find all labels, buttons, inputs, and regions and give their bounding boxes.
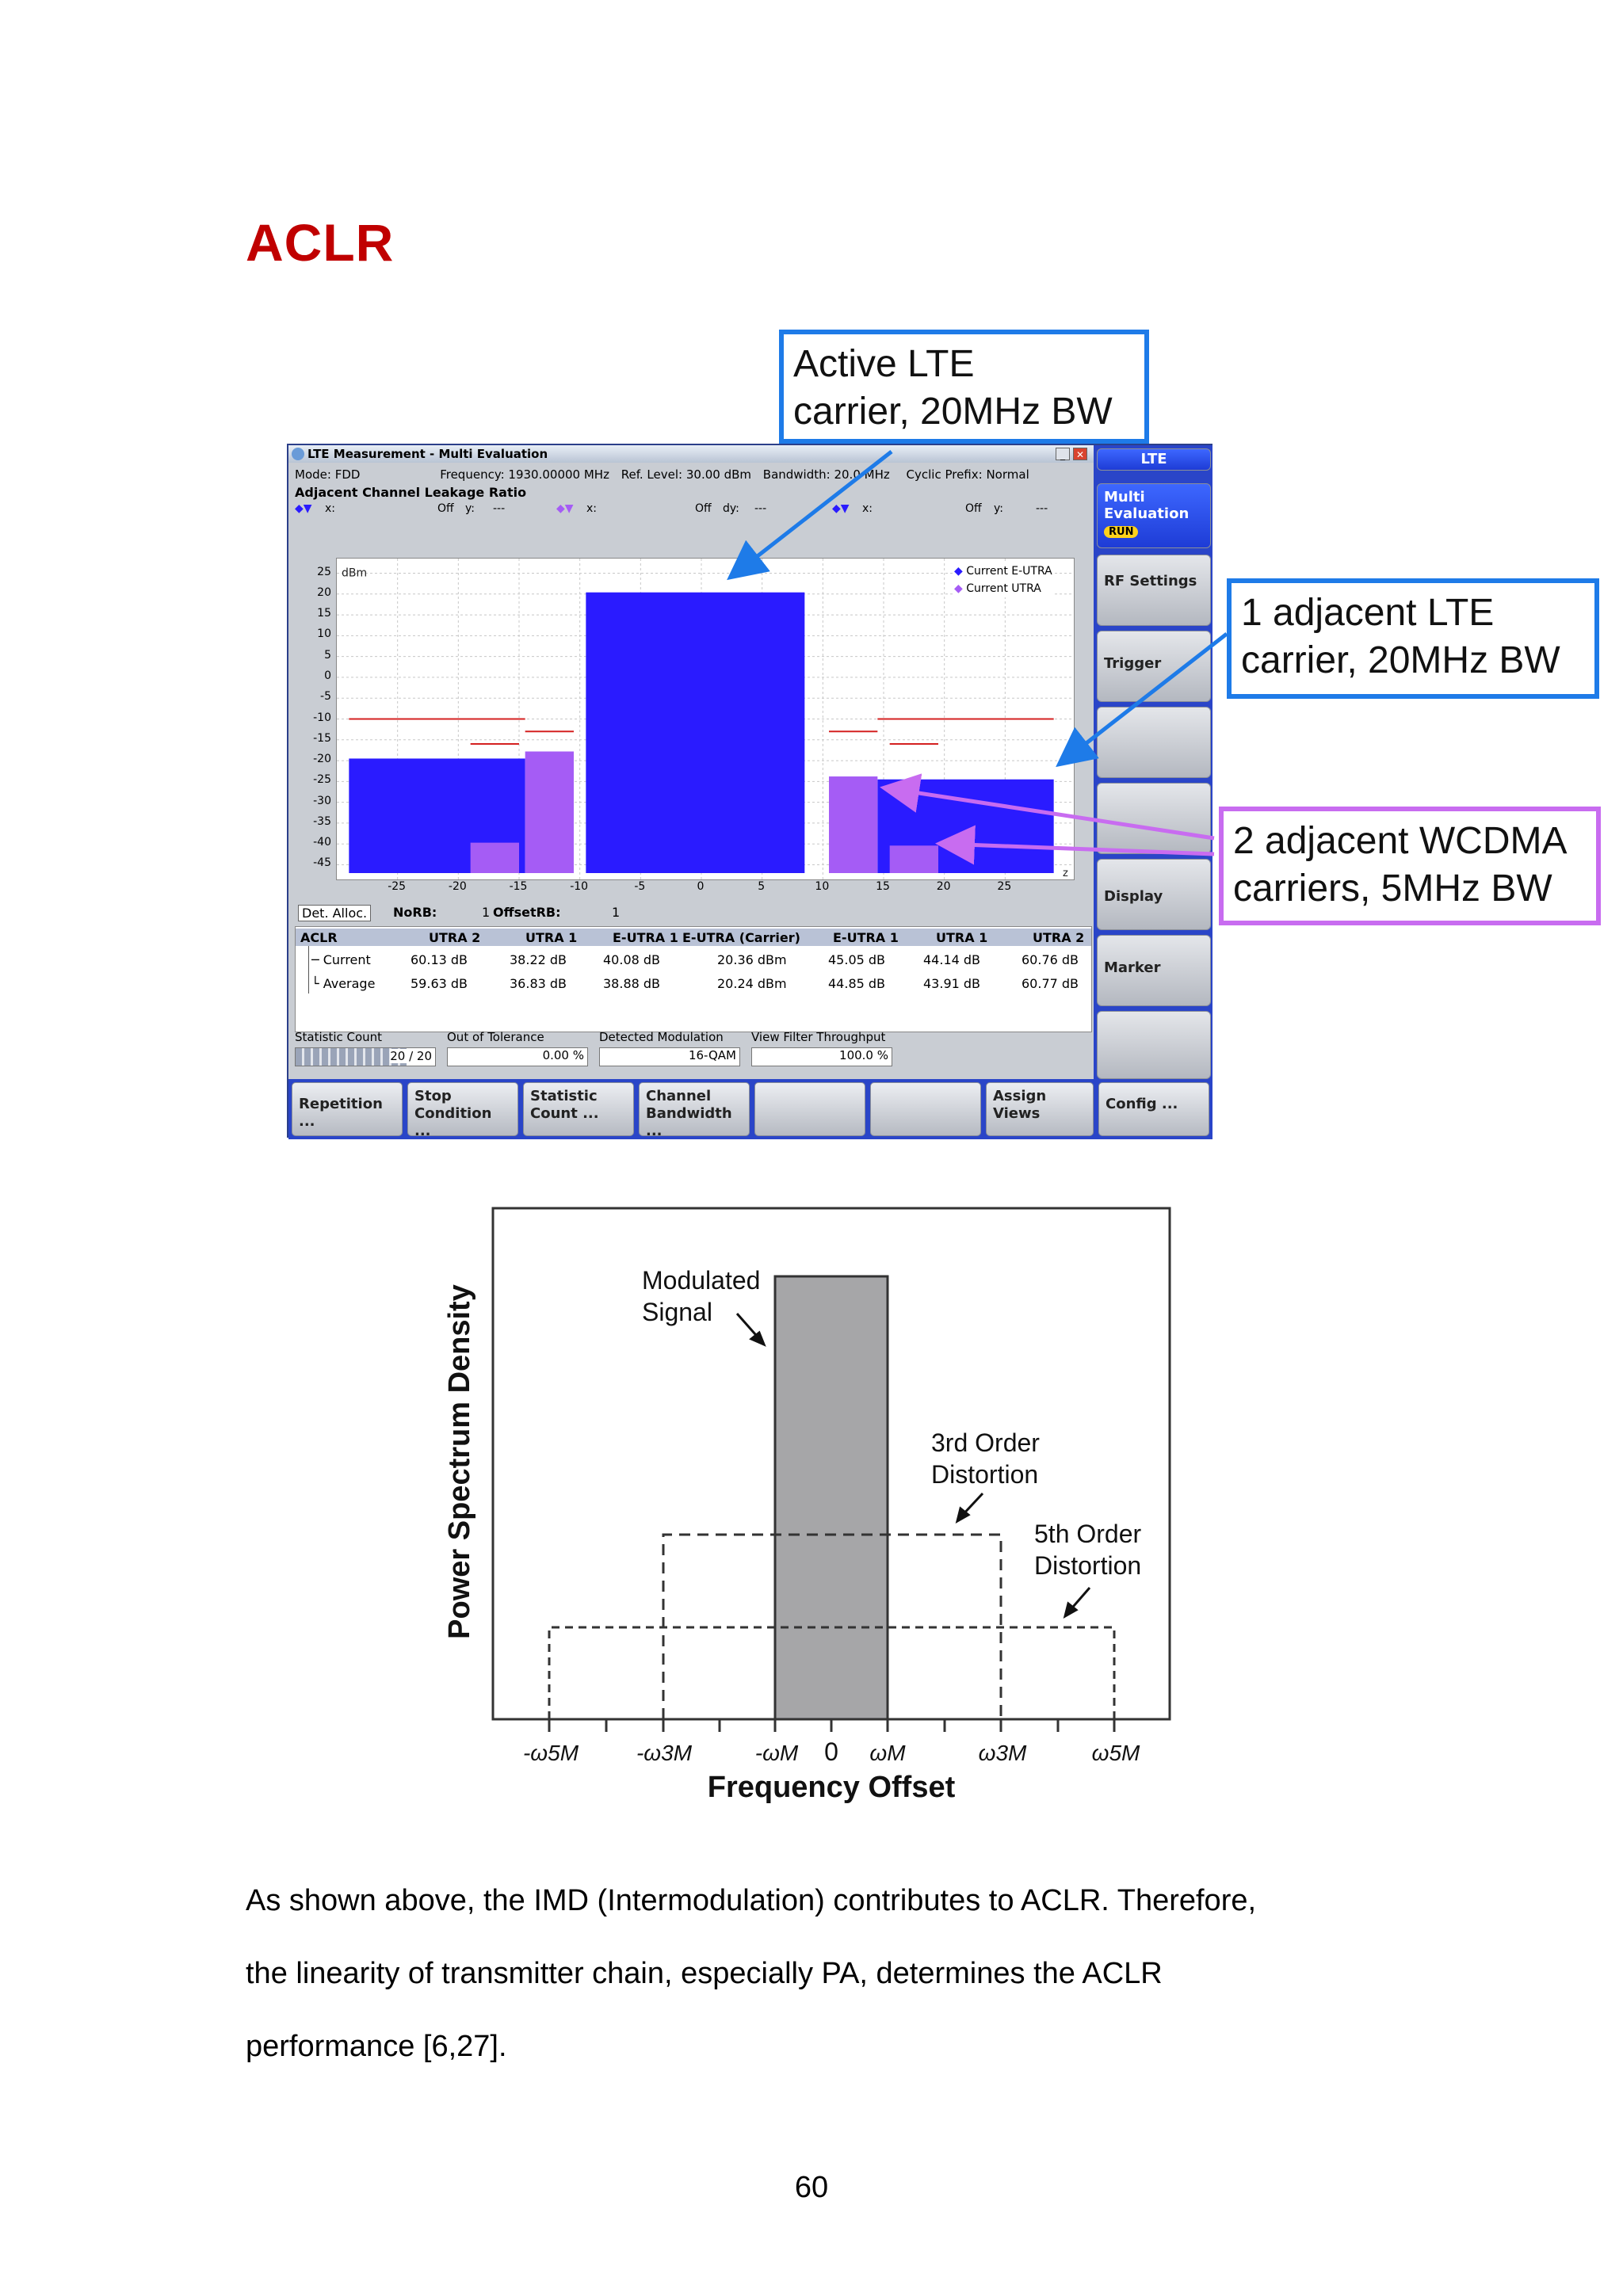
legend-eutra-label: Current E-UTRA <box>966 565 1052 578</box>
x-tick-label: ω3M <box>978 1741 1027 1765</box>
table-cell: 44.14 dB <box>923 952 981 967</box>
x-tick-label: -25 <box>388 880 407 893</box>
marker-2-dy-val: --- <box>754 502 767 515</box>
y-tick-label: -25 <box>313 773 331 787</box>
table-header-cell: UTRA 2 <box>1033 930 1085 945</box>
marker-1-x-val: Off <box>437 502 454 515</box>
row-label: └ Average <box>311 976 376 991</box>
table-cell: 45.05 dB <box>828 952 886 967</box>
marker-2-x-val: Off <box>695 502 712 515</box>
offsetrb-label: OffsetRB: <box>493 905 561 920</box>
paragraph-line: performance [6,27]. <box>246 2030 507 2063</box>
y-tick-label: -40 <box>313 836 331 849</box>
x-tick-label: -20 <box>448 880 467 893</box>
wcdma-arrow-1 <box>888 788 1214 838</box>
table-cell: 38.22 dB <box>510 952 567 967</box>
y-tick-label: -35 <box>313 814 331 828</box>
marker-2-icon[interactable]: ◆▼ <box>556 502 574 515</box>
y-tick-label: 15 <box>317 607 331 620</box>
marker-button[interactable]: Marker <box>1097 935 1211 1006</box>
adjacent-lte-callout <box>1227 578 1599 699</box>
x-tick-label: -ωM <box>754 1741 799 1765</box>
minimize-icon[interactable]: _ <box>1056 448 1070 460</box>
marker-1-icon[interactable]: ◆▼ <box>295 502 312 515</box>
table-cell: 60.76 dB <box>1022 952 1079 967</box>
frequency-text: Frequency: 1930.00000 MHz <box>440 467 609 482</box>
marker-2-dy: dy: <box>723 502 739 515</box>
x-axis-title: Frequency Offset <box>707 1771 956 1804</box>
marker-3-y: y: <box>994 502 1003 515</box>
marker-1-y: y: <box>465 502 475 515</box>
x-tick-marks <box>549 1719 1114 1732</box>
table-cell: 40.08 dB <box>603 952 661 967</box>
x-unit-label: z <box>1063 868 1068 879</box>
lte-tab[interactable]: LTE <box>1097 448 1211 471</box>
paragraph-line: As shown above, the IMD (Intermodulation) contributes to ACLR. Therefore, <box>246 1884 1257 1917</box>
marker-1-y-val: --- <box>493 502 506 515</box>
table-cell: 60.13 dB <box>411 952 468 967</box>
marker-2-x: x: <box>586 502 598 515</box>
active-lte-arrow <box>733 452 892 575</box>
x-tick-label: ω5M <box>1091 1741 1140 1765</box>
display-button[interactable]: Display <box>1097 859 1211 930</box>
adjacent-lte-arrow <box>1062 634 1227 762</box>
table-header-cell: ACLR <box>300 930 338 945</box>
x-tick-label: 20 <box>936 880 951 893</box>
callout-line: carrier, 20MHz BW <box>793 391 1113 433</box>
window-title: LTE Measurement - Multi Evaluation <box>288 445 1094 463</box>
table-cell: 38.88 dB <box>603 976 661 991</box>
assign-views-button[interactable]: Assign Views <box>986 1082 1094 1136</box>
x-tick-label: 25 <box>997 880 1012 893</box>
marker-3-x-val: Off <box>965 502 982 515</box>
config-button[interactable]: Config ... <box>1098 1082 1209 1136</box>
x-tick-label: 0 <box>697 880 705 893</box>
row-label: ─ Current <box>311 952 371 967</box>
repetition-button[interactable]: Repetition ... <box>292 1082 403 1136</box>
table-header-cell: E-UTRA (Carrier) <box>682 930 800 945</box>
channel-bandwidth-button[interactable]: Channel Bandwidth ... <box>639 1082 750 1136</box>
x-tick-label: -ω5M <box>522 1741 579 1765</box>
offsetrb-value: 1 <box>612 905 621 920</box>
x-tick-label: -10 <box>570 880 589 893</box>
detected-modulation-label: Detected Modulation <box>599 1030 724 1044</box>
table-header-cell: UTRA 1 <box>936 930 988 945</box>
y-unit-label: dBm <box>342 566 368 580</box>
y-tick-label: -30 <box>313 794 331 807</box>
out-of-tolerance-label: Out of Tolerance <box>447 1030 544 1044</box>
statistic-count-button[interactable]: Statistic Count ... <box>523 1082 634 1136</box>
callout-line: carrier, 20MHz BW <box>1241 639 1560 681</box>
view-filter-label: View Filter Throughput <box>751 1030 886 1044</box>
marker-3-icon[interactable]: ◆▼ <box>832 502 850 515</box>
table-header-cell: UTRA 2 <box>429 930 481 945</box>
multi-evaluation-label: Multi Evaluation <box>1104 489 1190 522</box>
trigger-button[interactable]: Trigger <box>1097 631 1211 702</box>
rf-settings-button[interactable]: RF Settings <box>1097 555 1211 626</box>
norb-label: NoRB: <box>393 905 437 920</box>
x-tick-label: -ω3M <box>636 1741 693 1765</box>
x-tick-label: 15 <box>876 880 890 893</box>
table-cell: 59.63 dB <box>411 976 468 991</box>
out-of-tolerance-value: 0.00 % <box>542 1048 584 1062</box>
paragraph-line: the linearity of transmitter chain, especially PA, determines the ACLR <box>246 1957 1163 1990</box>
detected-modulation-value: 16-QAM <box>688 1048 736 1062</box>
x-tick-label: 5 <box>758 880 766 893</box>
callout-line: carriers, 5MHz BW <box>1233 868 1552 910</box>
imd-diagram <box>428 1196 1220 1814</box>
active-lte-callout <box>779 330 1149 444</box>
view-title: Adjacent Channel Leakage Ratio <box>295 485 527 500</box>
fifth-label-line: 5th Order <box>1034 1520 1142 1548</box>
modulated-label-line: Modulated <box>642 1266 761 1295</box>
x-tick-label: 0 <box>824 1737 838 1766</box>
callout-line: 2 adjacent WCDMA <box>1233 820 1568 862</box>
y-tick-label: -5 <box>320 690 331 704</box>
run-badge: RUN <box>1104 526 1138 538</box>
y-tick-label: 0 <box>324 669 331 682</box>
y-tick-label: -15 <box>313 731 331 745</box>
marker-3-x: x: <box>862 502 873 515</box>
modulated-label-line: Signal <box>642 1298 712 1326</box>
marker-3-y-val: --- <box>1036 502 1048 515</box>
y-tick-label: 10 <box>317 627 331 641</box>
table-header-cell: E-UTRA 1 <box>833 930 899 945</box>
y-tick-label: 5 <box>324 648 331 662</box>
adjacent-wcdma-callout <box>1219 807 1601 925</box>
y-tick-label: 20 <box>317 585 331 599</box>
callout-line: Active LTE <box>793 343 975 385</box>
stop-condition-button[interactable]: Stop Condition ... <box>407 1082 518 1136</box>
table-cell: 60.77 dB <box>1022 976 1079 991</box>
table-cell: 36.83 dB <box>510 976 567 991</box>
y-tick-label: -20 <box>313 753 331 766</box>
cyclic-prefix-text: Cyclic Prefix: Normal <box>906 467 1029 482</box>
third-label-line: 3rd Order <box>931 1428 1040 1457</box>
y-axis-title: Power Spectrum Density <box>443 1284 476 1639</box>
statistic-count-value: 20 / 20 <box>390 1049 432 1063</box>
bandwidth-text: Bandwidth: 20.0 MHz <box>762 467 890 482</box>
legend-diamond-icon: ◆ <box>954 582 963 595</box>
callout-line: 1 adjacent LTE <box>1241 592 1495 634</box>
table-cell: 20.36 dBm <box>717 952 787 967</box>
x-tick-label: -5 <box>634 880 646 893</box>
page-number: 60 <box>794 2171 829 2204</box>
wcdma-arrow-2 <box>943 844 1214 854</box>
ref-level-text: Ref. Level: 30.00 dBm <box>621 467 751 482</box>
y-tick-label: -45 <box>313 856 331 870</box>
view-filter-value: 100.0 % <box>839 1048 888 1062</box>
table-cell: 20.24 dBm <box>717 976 787 991</box>
x-tick-label: -15 <box>509 880 528 893</box>
table-header-cell: E-UTRA 1 <box>613 930 678 945</box>
y-tick-label: 25 <box>317 565 331 578</box>
third-label-line: Distortion <box>931 1460 1039 1489</box>
x-tick-label: 10 <box>815 880 830 893</box>
table-header-cell: UTRA 1 <box>525 930 578 945</box>
close-icon[interactable]: ✕ <box>1073 448 1087 460</box>
page-title: ACLR <box>246 213 395 272</box>
table-cell: 44.85 dB <box>828 976 886 991</box>
marker-1-x: x: <box>325 502 336 515</box>
x-tick-label: ωM <box>869 1741 906 1765</box>
statistic-count-label: Statistic Count <box>295 1030 383 1044</box>
y-tick-label: -10 <box>313 711 331 724</box>
fifth-label-line: Distortion <box>1034 1551 1142 1580</box>
mode-text: Mode: FDD <box>295 467 361 482</box>
table-cell: 43.91 dB <box>923 976 981 991</box>
det-alloc-field[interactable]: Det. Alloc. <box>298 905 371 921</box>
legend-diamond-icon: ◆ <box>954 565 963 578</box>
legend-utra-label: Current UTRA <box>966 582 1041 595</box>
modulated-signal-bar <box>775 1276 888 1719</box>
norb-value: 1 <box>482 905 491 920</box>
